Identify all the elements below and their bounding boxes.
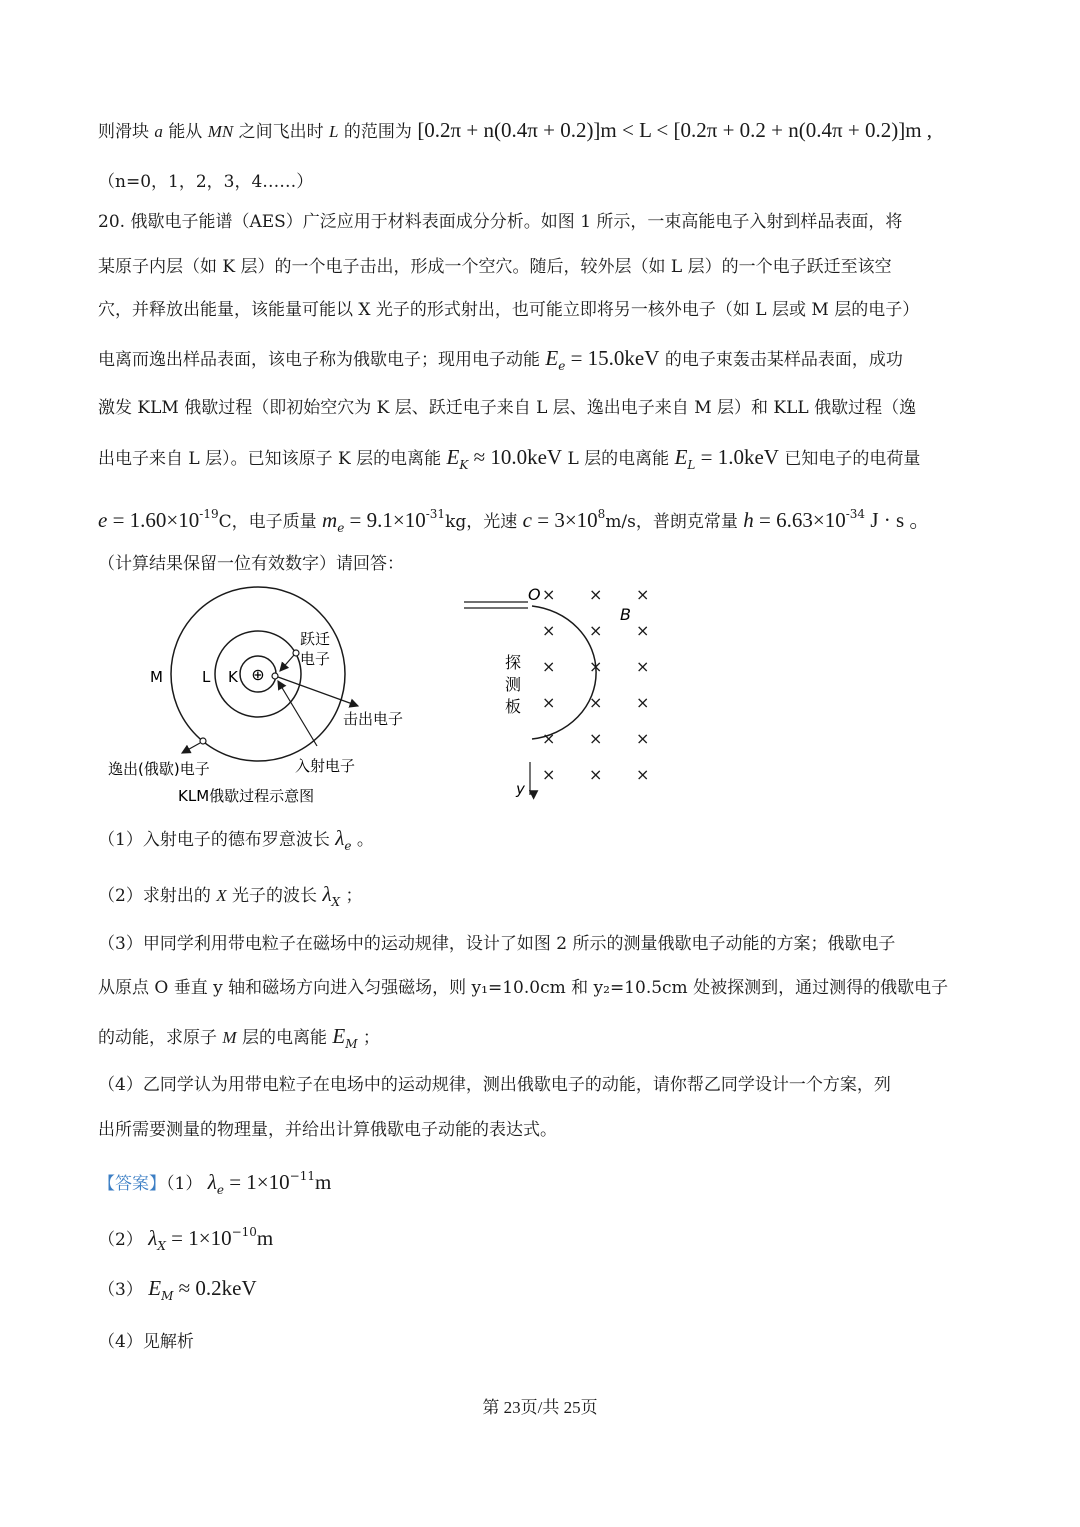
question-line-1 [98, 210, 902, 234]
svg-text:×: × [636, 621, 650, 640]
text: （1）入射电子的德布罗意波长 [98, 830, 336, 850]
label-ejected: 击出电子 [343, 710, 404, 728]
sub-question-2 [98, 882, 363, 914]
text: （2） [98, 1230, 149, 1250]
figure-magnetic-field-diagram [450, 580, 670, 800]
detector-char-1: 探 [505, 653, 522, 672]
question-number: 20. [98, 212, 126, 232]
label-auger: 逸出(俄歇)电子 [108, 760, 210, 778]
y-axis-label: y [516, 780, 525, 798]
text: 的范围为 [343, 122, 412, 142]
sub-question-4-line-1: （4）乙同学认为用带电粒子在电场中的运动规律，测出俄歇电子的动能，请你帮乙同学设计一个方案，列 [98, 1075, 891, 1095]
question-line-5: 激发 KLM 俄歇过程（即初始空穴为 K 层、跃迁电子来自 L 层、逸出电子来自 M 层）和 KLL 俄歇过程（逸 [98, 398, 917, 418]
answer-1 [98, 1164, 331, 1202]
svg-text:×: × [636, 693, 650, 712]
text: （2）求射出的 [98, 886, 217, 906]
value: = 3×10 [531, 508, 598, 532]
value: = 1.0keV [695, 445, 779, 469]
subscript: M [345, 1037, 358, 1051]
text: （3） [98, 1280, 149, 1300]
subscript: e [337, 521, 345, 535]
var-a: a [154, 122, 163, 141]
prev-answer-line-1 [98, 118, 932, 144]
subscript: M [161, 1289, 174, 1303]
value: ≈ 10.0keV [468, 445, 563, 469]
symbol-m: m [322, 508, 338, 532]
exponent: -31 [425, 507, 446, 521]
subscript: X [331, 895, 341, 909]
prev-answer-line-2: （n=0，1，2，3，4……） [98, 172, 314, 192]
answer-3 [98, 1276, 257, 1308]
symbol-e: e [98, 508, 108, 532]
text: （1） [166, 1174, 208, 1194]
value: ≈ 0.2keV [173, 1276, 257, 1300]
subscript: e [216, 1183, 224, 1197]
svg-text:×: × [636, 765, 650, 784]
sub-question-3-line-3 [98, 1024, 380, 1056]
symbol-E: E [545, 346, 559, 370]
svg-text:×: × [542, 585, 556, 604]
detector-char-3: 板 [505, 697, 522, 716]
exponent: −11 [289, 1169, 315, 1183]
text: 电离而逸出样品表面，该电子称为俄歇电子；现用电子动能 [98, 350, 540, 370]
svg-text:×: × [589, 729, 603, 748]
figure-caption: KLM俄歇过程示意图 [178, 787, 315, 805]
text: m/s，普朗克常量 [605, 512, 744, 532]
symbol-h: h [743, 508, 754, 532]
value: = 9.1×10 [344, 508, 426, 532]
svg-text:×: × [589, 765, 603, 784]
subscript: e [344, 839, 352, 853]
value: = 1×10 [165, 1226, 232, 1250]
value: = 15.0keV [565, 346, 660, 370]
text: kg，光速 [445, 512, 523, 532]
nucleus-icon: ⊕ [251, 665, 265, 684]
value: = 1×10 [223, 1170, 290, 1194]
text: C，电子质量 [218, 512, 323, 532]
text: 光子的波长 [226, 886, 323, 906]
subscript: L [687, 458, 696, 472]
var-m: M [222, 1028, 237, 1047]
symbol-E: E [674, 445, 688, 469]
exponent: 8 [597, 507, 606, 521]
symbol-E: E [148, 1276, 162, 1300]
question-line-2: 某原子内层（如 K 层）的一个电子击出，形成一个空穴。随后，较外层（如 L 层）的一个电子跃迁至该空 [98, 257, 892, 277]
svg-text:×: × [589, 693, 603, 712]
label-incident: 入射电子 [295, 757, 356, 775]
svg-text:×: × [542, 693, 556, 712]
answer-2 [98, 1220, 273, 1258]
range-expression: [0.2π + n(0.4π + 0.2)]m < L < [0.2π + 0.2 + n(0.4π + 0.2)]m , [417, 118, 933, 142]
unit: m [314, 1170, 332, 1194]
constants-line [98, 502, 930, 540]
text: 的动能，求原子 [98, 1028, 223, 1048]
subscript: X [157, 1239, 166, 1253]
symbol-c: c [522, 508, 532, 532]
text: L 层的电离能 [567, 449, 675, 469]
symbol-lambda: λ [207, 1170, 217, 1194]
var-mn: MN [207, 122, 234, 141]
question-line-6 [98, 445, 920, 477]
label-transition-2: 电子 [300, 650, 331, 668]
auger-electron [200, 738, 206, 744]
answer-tag: 【答案】 [98, 1174, 166, 1194]
text: 出电子来自 L 层）。已知该原子 K 层的电离能 [98, 449, 442, 469]
value: = 6.63×10 [753, 508, 846, 532]
svg-text:×: × [542, 657, 556, 676]
svg-text:×: × [589, 621, 603, 640]
symbol-lambda: λ [148, 1226, 158, 1250]
svg-text:×: × [542, 621, 556, 640]
text: 层的电离能 [236, 1028, 333, 1048]
k-vacancy [272, 673, 278, 679]
label-l: L [202, 668, 211, 686]
subscript: K [459, 458, 469, 472]
unit: m [256, 1226, 274, 1250]
text: 。 [351, 830, 374, 850]
question-note: （计算结果保留一位有效数字）请回答： [98, 554, 404, 574]
question-line-3: 穴，并释放出能量，该能量可能以 X 光子的形式射出，也可能立即将另一核外电子（如 L 层或 M 层的电子） [98, 300, 920, 320]
page-footer: 第 23页/共 25页 [482, 1398, 598, 1417]
text: 能从 [168, 122, 203, 142]
text: 之间飞出时 [238, 122, 324, 142]
var-x: X [216, 886, 227, 905]
symbol-lambda: λ [335, 826, 345, 850]
sub-question-1 [98, 826, 374, 858]
text: 的电子束轰击某样品表面，成功 [664, 350, 903, 370]
symbol-E: E [446, 445, 460, 469]
svg-text:×: × [636, 729, 650, 748]
svg-text:×: × [542, 729, 556, 748]
symbol-E: E [332, 1024, 346, 1048]
text: ； [340, 886, 363, 906]
origin-label: O [528, 585, 541, 604]
svg-text:×: × [636, 657, 650, 676]
value: = 1.60×10 [107, 508, 200, 532]
exponent: -34 [845, 507, 866, 521]
svg-text:×: × [589, 657, 603, 676]
sub-question-4-line-2: 出所需要测量的物理量，并给出计算俄歇电子动能的表达式。 [98, 1120, 557, 1140]
svg-text:×: × [636, 585, 650, 604]
label-k: K [228, 668, 238, 686]
answer-4: （4）见解析 [98, 1332, 194, 1352]
label-transition-1: 跃迁 [300, 630, 331, 648]
symbol-lambda: λ [322, 882, 332, 906]
text: 俄歇电子能谱（AES）广泛应用于材料表面成分分析。如图 1 所示，一束高能电子入射到样品表面，将 [130, 212, 903, 232]
label-m: M [150, 668, 163, 686]
exponent: −10 [231, 1225, 257, 1239]
field-label: B [620, 605, 631, 624]
exponent: -19 [199, 507, 219, 521]
text: J · s 。 [865, 508, 931, 532]
text: 已知电子的电荷量 [784, 449, 921, 469]
text: 则滑块 [98, 122, 149, 142]
text: ； [357, 1028, 380, 1048]
question-line-4 [98, 346, 903, 378]
var-l: L [329, 122, 339, 141]
figure-klm-auger-diagram [100, 580, 440, 810]
svg-text:×: × [589, 585, 603, 604]
svg-text:×: × [542, 765, 556, 784]
detector-char-2: 测 [505, 675, 522, 694]
sub-question-3-line-2: 从原点 O 垂直 y 轴和磁场方向进入匀强磁场，则 y₁=10.0cm 和 y₂=10.5cm 处被探测到，通过测得的俄歇电子 [98, 978, 949, 998]
subscript: e [558, 359, 566, 373]
sub-question-3-line-1: （3）甲同学利用带电粒子在磁场中的运动规律，设计了如图 2 所示的测量俄歇电子动能的方案；俄歇电子 [98, 934, 896, 954]
